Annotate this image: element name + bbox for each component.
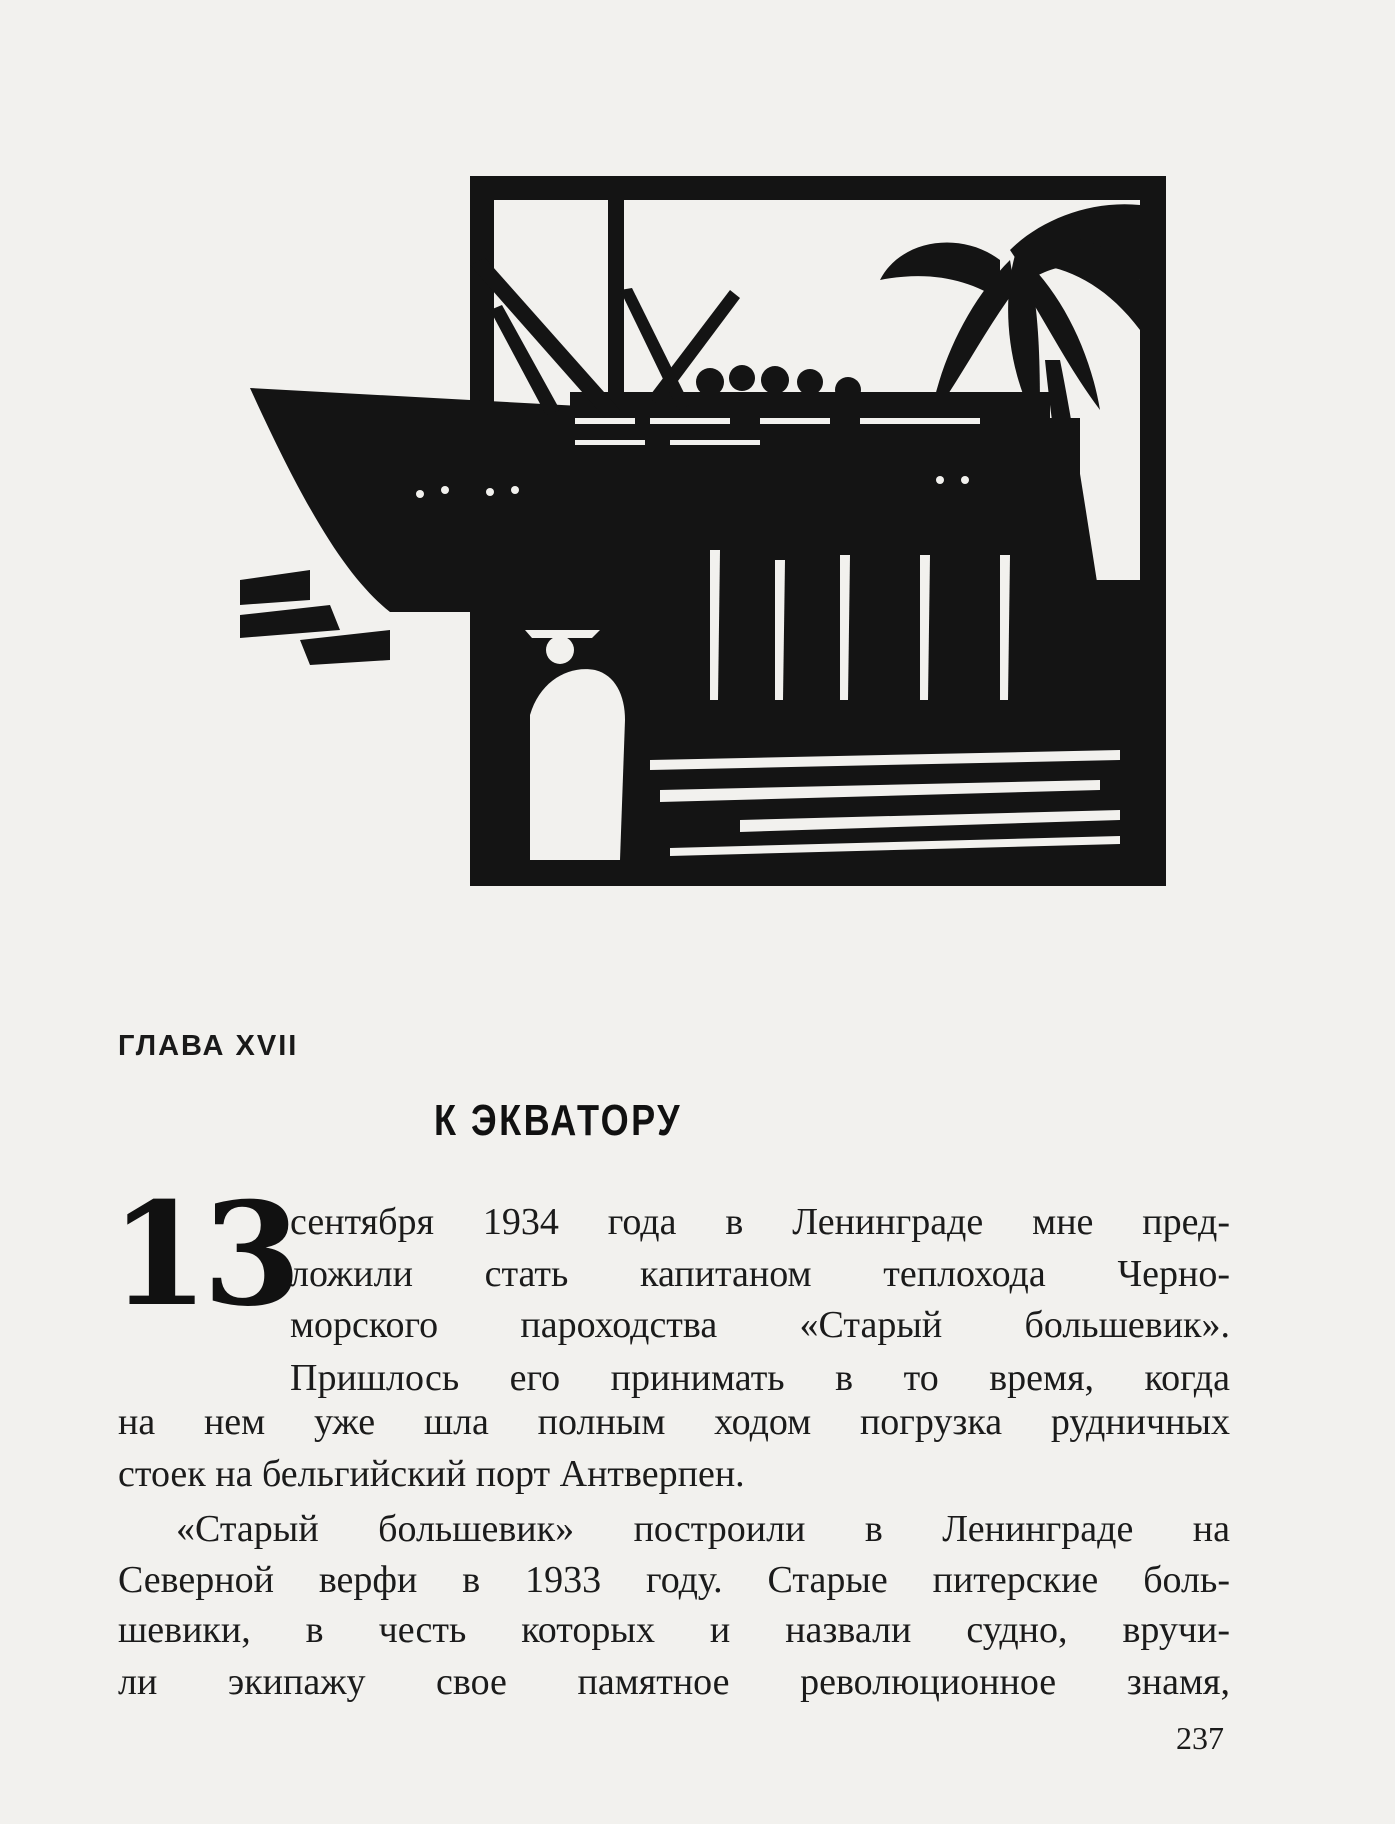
chapter-label: ГЛАВА XVII [118,1030,299,1062]
text-line: морского пароходства «Старый большевик». [290,1304,1230,1346]
chapter-title: К ЭКВАТОРУ [434,1096,683,1145]
text-line: Северной верфи в 1933 году. Старые питерские боль- [118,1559,1230,1601]
text-line: сентября 1934 года в Ленинграде мне пред- [290,1201,1230,1243]
text-line: шевики, в честь которых и назвали судно, вручи- [118,1609,1230,1651]
text-line: ложили стать капитаном теплохода Черно- [290,1253,1230,1295]
text-line: на нем уже шла полным ходом погрузка рудничных [118,1401,1230,1443]
text-line: Пришлось его принимать в то время, когда [290,1357,1230,1399]
woodcut-illustration [240,160,1230,900]
text-line: ли экипажу свое памятное революционное знамя, [118,1661,1230,1703]
text-line: «Старый большевик» построили в Ленинграде на [176,1508,1230,1550]
drop-cap: 13 [110,1172,296,1338]
page-number: 237 [1176,1720,1224,1756]
text-line: стоек на бельгийский порт Антверпен. [118,1453,745,1495]
